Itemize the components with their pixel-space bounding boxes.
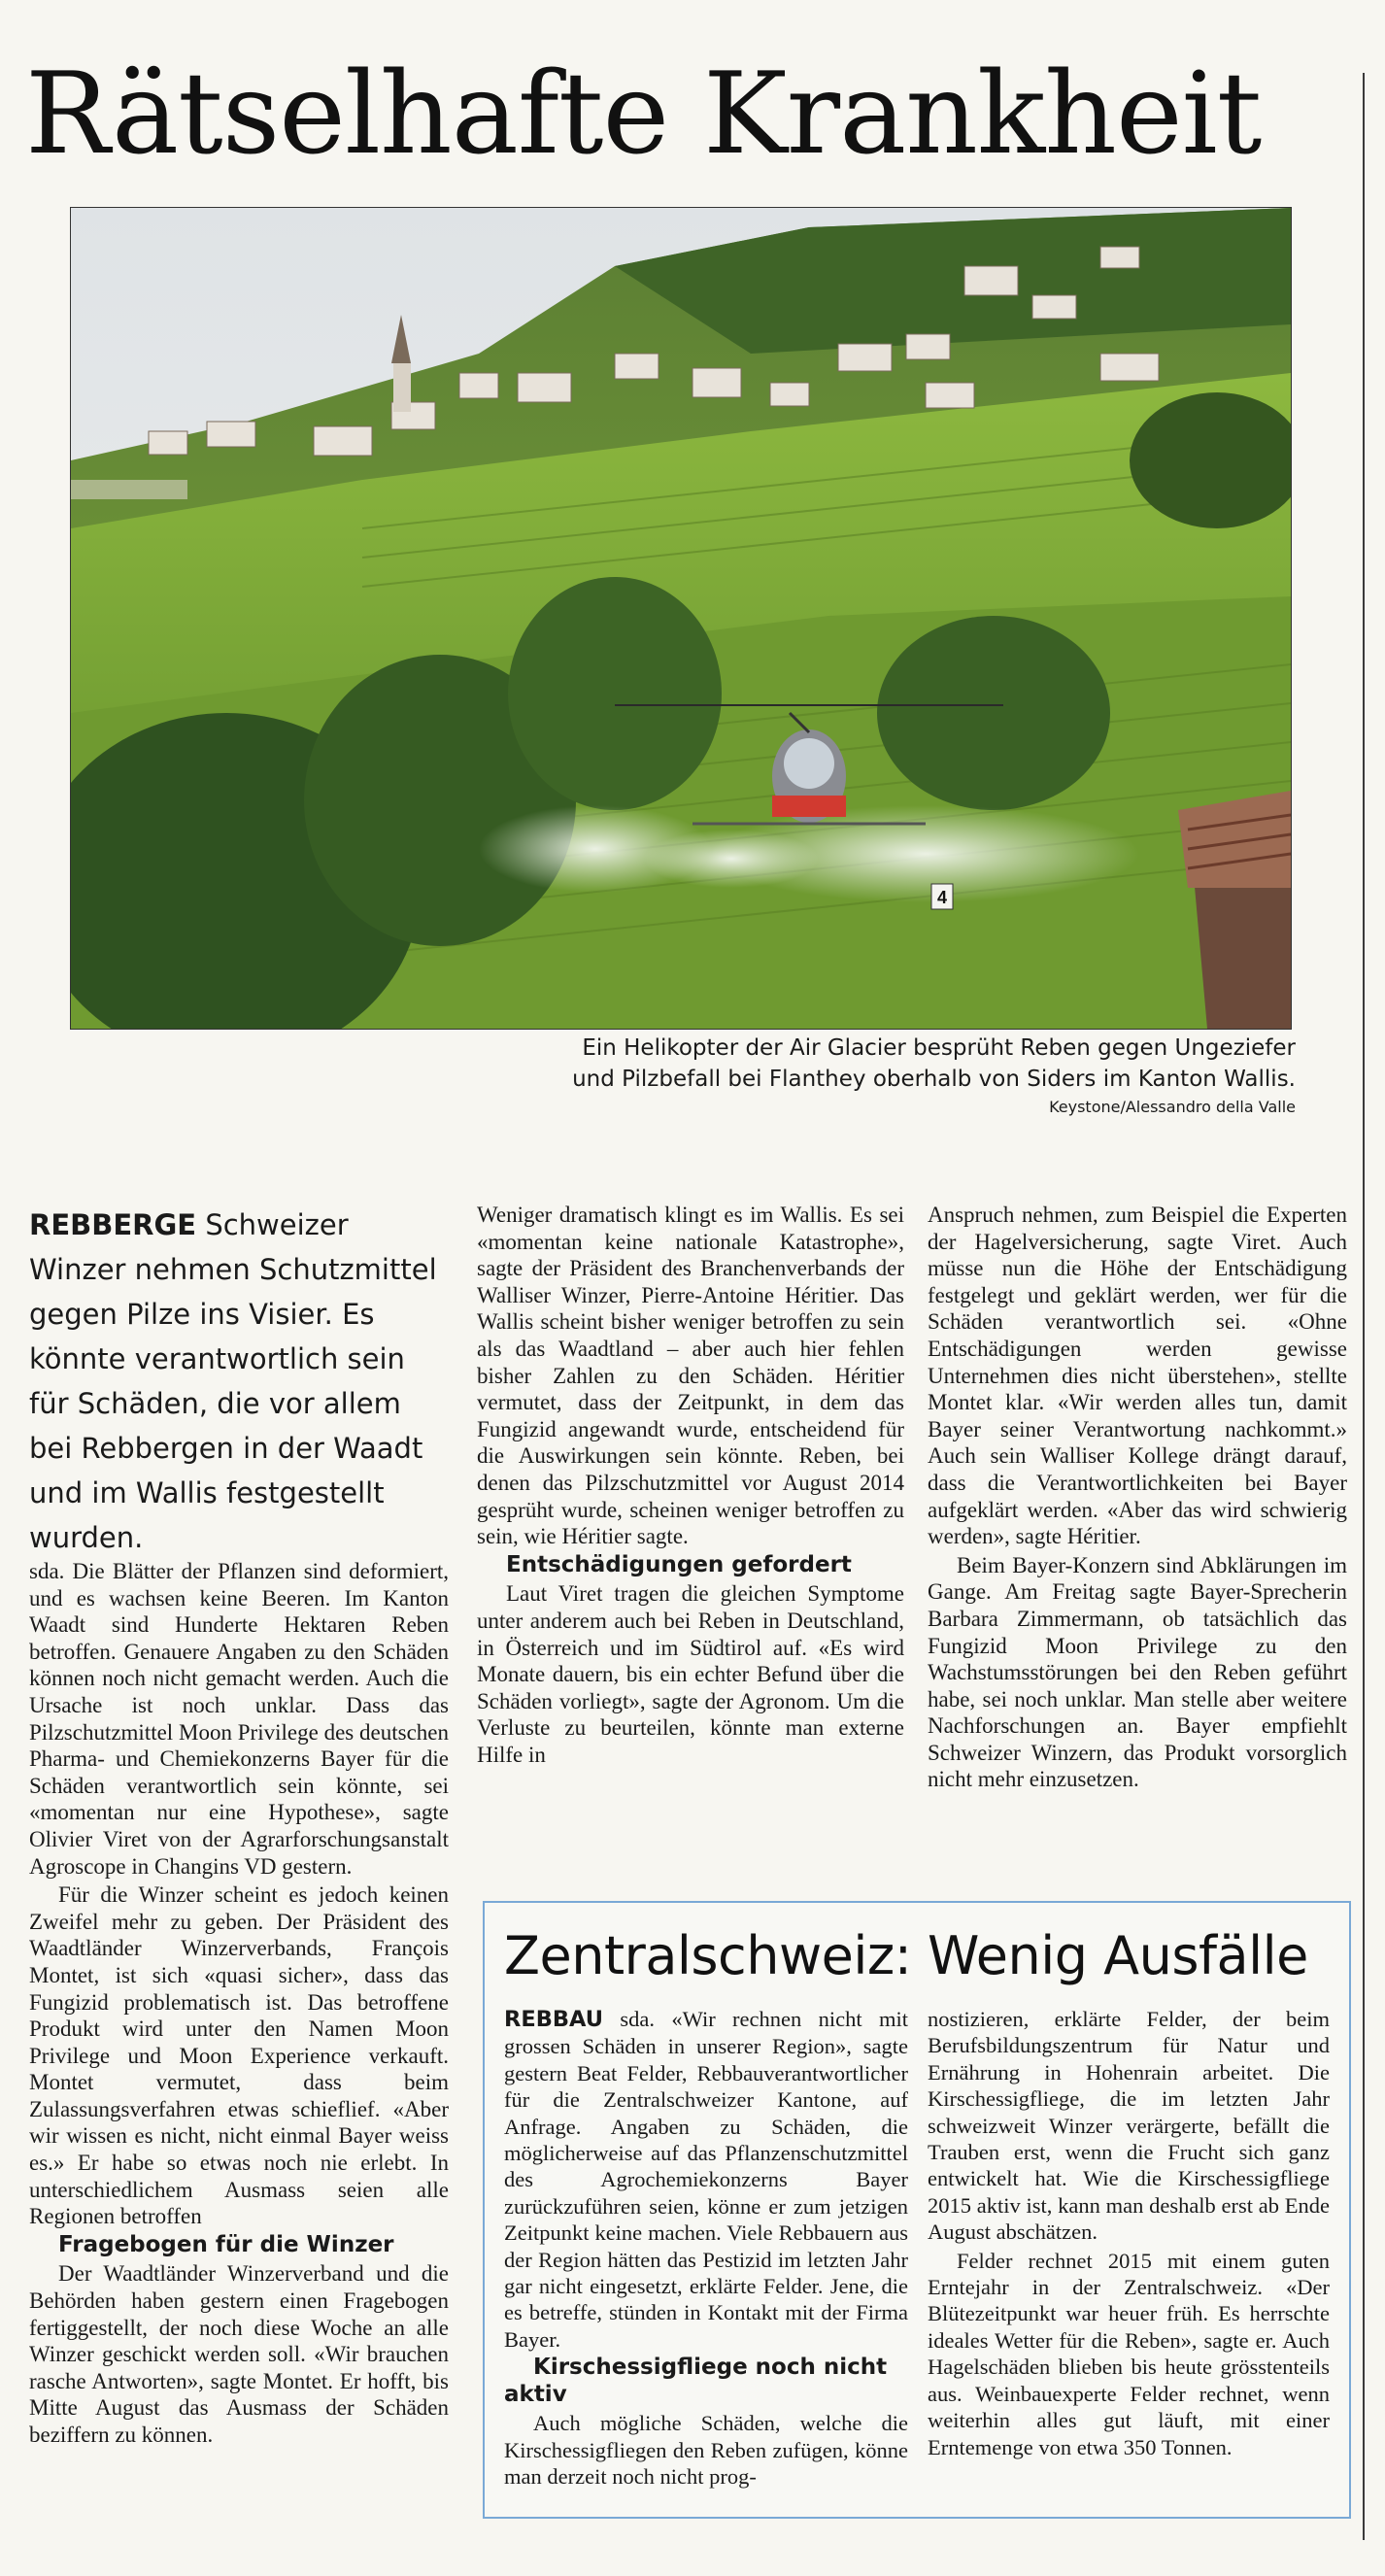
- caption-line-1: Ein Helikopter der Air Glacier besprüht Reben gegen Ungeziefer: [582, 1035, 1296, 1061]
- column-rule: [1363, 73, 1365, 2540]
- infobox-paragraph: Felder rechnet 2015 mit einem guten Erntejahr in der Zentralschweiz. «Der Blütezeitpunkt war heuer früh. Es herrschte ideales Wetter für die Reben», sagte er. Auch Hagelschäden blieben bis heute grösstenteils aus. Weinbauexperte Felder rechnet, wenn weiterhin alles gut läuft, mit einer Erntemenge von etwa 350 Tonnen.: [928, 2248, 1330, 2459]
- infobox-text: sda. «Wir rechnen nicht mit grossen Schäden in unserer Region», sagte gestern Beat Felder, Rebbauverantwortlicher für die Zentralschweizer Kantone, auf Anfrage. Angaben zu Schäden, die möglicherweise auf das Pflanzenschutzmittel des Agrochemiekonzerns Bayer zurückzuführen seien, könne er zum jetzigen Zeitpunkt keine machen. Viele Rebbauern aus der Region hätten das Pestizid im letzten Jahr gar nicht eingesetzt, erklärte Felder. Jene, die es betreffe, stünden in Kontakt mit der Firma Bayer.: [504, 2007, 908, 2352]
- field-marker: 4: [936, 888, 948, 907]
- headline: Rätselhafte Krankheit: [25, 49, 1262, 180]
- infobox-zentralschweiz: [483, 1901, 1351, 2519]
- photo-credit: Keystone/Alessandro della Valle: [1049, 1098, 1296, 1116]
- article-paragraph: Weniger dramatisch klingt es im Wallis. Es sei «momentan keine nationale Katastrophe», sagte der Präsident des Branchenverbands der Walliser Winzer, Pierre-Antoine Héritier. Das Wallis scheint bisher weniger betroffen zu sein als das Waadtland – aber auch hier fehlen bisher Zahlen zu den Schäden. Héritier vermutet, dass der Zeitpunkt, in dem das Fungizid angewandt wurde, entscheidend für die Auswirkungen sein könnte. Reben, bei denen das Pilzschutzmittel vor August 2014 gesprüht wurde, scheinen weniger betroffen zu sein, wie Héritier sagte.: [477, 1203, 904, 1549]
- infobox-paragraph: nostizieren, erklärte Felder, der beim Berufsbildungszentrum für Natur und Ernährung in Hohenrain arbeitet. Die Kirschessigfliege, die im letzten Jahr schweizweit Winzer verärgerte, befällt die Trauben erst, wenn die Frucht sich ganz entwickelt hat. Wie die Kirschessigfliege 2015 aktiv ist, kann man deshalb erst ab Ende August abschätzen.: [928, 2007, 1330, 2245]
- lead-paragraph: [29, 1203, 449, 1560]
- photo-vineyard-helicopter: [70, 207, 1292, 1030]
- article-paragraph: Der Waadtländer Winzerverband und die Behörden haben gestern einen Fragebogen fertiggestellt, der noch diese Woche an alle Winzer geschickt werden soll. «Wir brauchen rasche Antworten», sagte Montet. Er hofft, bis Mitte August das Ausmass der Schäden beziffern zu können.: [29, 2261, 449, 2447]
- subheading: Fragebogen für die Winzer: [58, 2231, 394, 2257]
- infobox-paragraph: [504, 2006, 908, 2353]
- lead-text: Schweizer Winzer nehmen Schutzmittel gegen Pilze ins Visier. Es könnte verantwortlich sein für Schäden, die vor allem bei Rebbergen in der Waadt und im Wallis festgestellt wurden.: [29, 1208, 437, 1554]
- infobox-column-2: [928, 2006, 1330, 2462]
- infobox-tag: REBBAU: [504, 2007, 603, 2032]
- article-column-3: [928, 1202, 1347, 1795]
- article-paragraph: sda. Die Blätter der Pflanzen sind deformiert, und es wachsen keine Beeren. Im Kanton Waadt sind Hunderte Hektaren Reben betroffen. Genauere Angaben zu den Schäden können noch nicht gemacht werden. Auch die Ursache ist noch unklar. Dass das Pilzschutzmittel Moon Privilege des deutschen Pharma- und Chemiekonzerns Bayer für die Schäden verantwortlich sein könnte, sei «momentan nur eine Hypothese», sagte Olivier Viret von der Agrarforschungsanstalt Agroscope in Changins VD gestern.: [29, 1559, 449, 1879]
- infobox-subheading: Kirschessigfliege noch nicht aktiv: [504, 2355, 888, 2407]
- article-paragraph: Für die Winzer scheint es jedoch keinen Zweifel mehr zu geben. Der Präsident des Waadtländer Winzerverbands, François Montet, ist sich «quasi sicher», dass das Fungizid problematisch ist. Das betroffene Produkt wird unter den Namen Moon Privilege und Moon Experience verkauft. Montet vermutet, dass beim Zulassungsverfahren etwas schieflief. «Aber wir wissen es nicht, nicht einmal Bayer weiss es.» Er habe so etwas noch nie erlebt. In unterschiedlichem Ausmass seien alle Regionen betroffen: [29, 1882, 449, 2229]
- photo-caption: [70, 1033, 1296, 1120]
- lead-tag: REBBERGE: [29, 1208, 197, 1241]
- article-paragraph: Laut Viret tragen die gleichen Symptome unter anderem auch bei Reben in Deutschland, in Österreich und im Südtirol auf. «Es wird Monate dauern, bis ein echter Befund über die Schäden vorliegt», sagte der Agronom. Um die Verluste zu beurteilen, könnte man externe Hilfe in: [477, 1581, 904, 1767]
- infobox-headline: Zentralschweiz: Wenig Ausfälle: [504, 1925, 1308, 1986]
- article-column-2: [477, 1202, 904, 1770]
- caption-line-2: und Pilzbefall bei Flanthey oberhalb von Siders im Kanton Wallis.: [572, 1067, 1296, 1092]
- subheading: Entschädigungen gefordert: [506, 1551, 852, 1577]
- photo-illustration: [71, 208, 1291, 1029]
- infobox-column-1: [504, 2006, 908, 2491]
- article-column-1: [29, 1558, 449, 2451]
- article-paragraph: Beim Bayer-Konzern sind Abklärungen im Gange. Am Freitag sagte Bayer-Sprecherin Barbara Zimmermann, ob tatsächlich das Fungizid Moon Privilege zu den Wachstumsstörungen bei den Reben geführt habe, sei noch unklar. Man stelle aber weitere Nachforschungen an. Bayer empfiehlt Schweizer Winzern, das Produkt vorsorglich nicht mehr einzusetzen.: [928, 1552, 1347, 1792]
- infobox-paragraph: Auch mögliche Schäden, welche die Kirschessigfliegen den Reben zufügen, könne man derzeit noch nicht prog-: [504, 2411, 908, 2489]
- article-paragraph: Anspruch nehmen, zum Beispiel die Experten der Hagelversicherung, sagte Viret. Auch müsse nun die Höhe der Entschädigung festgelegt und geklärt werden, wer für die Schäden verantwortlich sei. «Ohne Entschädigungen werden gewisse Unternehmen dies nicht überstehen», stellte Montet klar. «Wir werden alles tun, damit Bayer seiner Verantwortung nachkommt.» Auch sein Walliser Kollege drängt darauf, dass die Verantwortlichkeiten bei Bayer aufgeklärt werden. «Aber das wird schwierig werden», sagte Héritier.: [928, 1203, 1347, 1549]
